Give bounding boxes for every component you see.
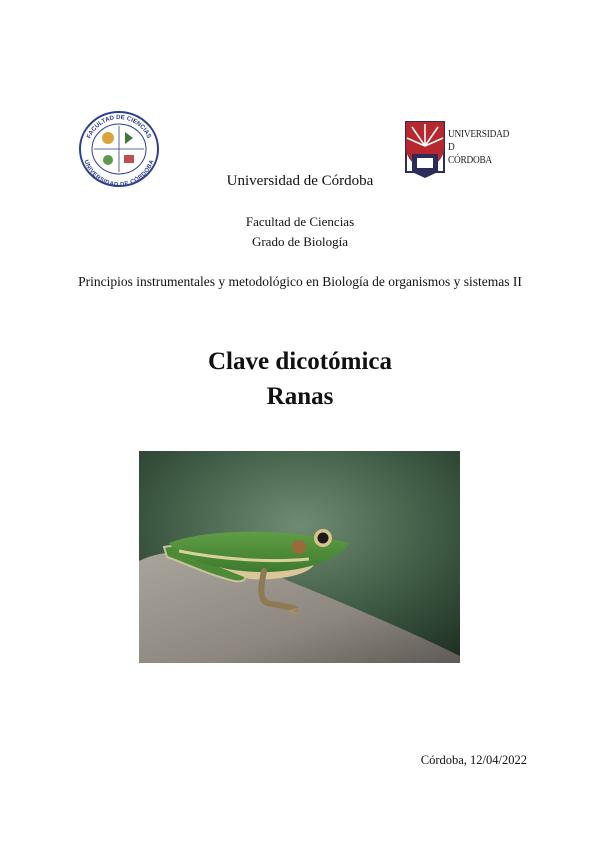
logo-line-2: D bbox=[448, 141, 455, 153]
logo-line-1: UNIVERSIDAD bbox=[448, 128, 510, 140]
seal-top-text: FACULTAD DE CIENCIAS bbox=[85, 113, 153, 140]
frog-photo bbox=[139, 451, 460, 663]
seal-bottom-text: UNIVERSIDAD DE CÓRDOBA bbox=[82, 159, 156, 188]
degree-name: Grado de Biología bbox=[251, 234, 349, 249]
logo-line-3: CÓRDOBA bbox=[448, 154, 492, 166]
faculty-name: Facultad de Ciencias bbox=[245, 214, 355, 229]
university-name: Universidad de Córdoba bbox=[226, 173, 374, 189]
footer-date: Córdoba, 12/04/2022 bbox=[420, 753, 527, 767]
document-subtitle: Ranas bbox=[266, 383, 334, 410]
course-title: Principios instrumentales y metodológico en Biología de organismos y sistemas II bbox=[78, 274, 522, 289]
document-title: Clave dicotómica bbox=[208, 348, 392, 375]
